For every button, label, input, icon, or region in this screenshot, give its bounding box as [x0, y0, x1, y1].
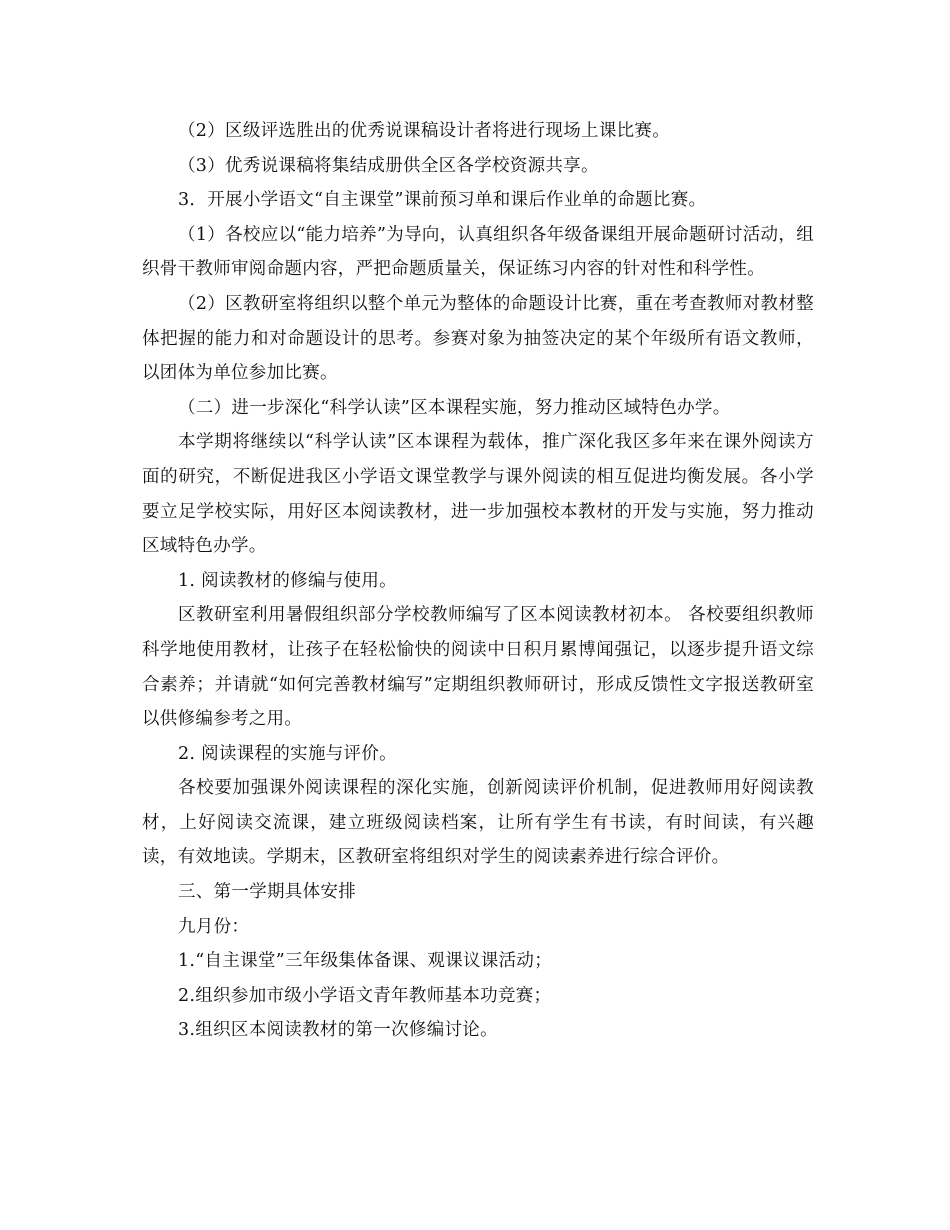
paragraph: （3）优秀说课稿将集结成册供全区各学校资源共享。	[178, 155, 599, 176]
section-heading: 三、第一学期具体安排	[178, 882, 356, 903]
subsection-heading: 1. 阅读教材的修编与使用。	[178, 570, 397, 591]
month-heading: 九月份：	[178, 916, 250, 937]
paragraph: （2）区教研室将组织以整个单元为整体的命题设计比赛，重在考查教师对教材整体把握的能力和对命题设计的思考。参赛对象为抽签决定的某个年级所有语文教师，以团体为单位参加比赛。	[142, 293, 814, 384]
list-item: 2.组织参加市级小学语文青年教师基本功竞赛；	[178, 985, 552, 1006]
section-heading: 3．开展小学语文“自主课堂”课前预习单和课后作业单的命题比赛。	[178, 190, 707, 211]
section-heading: （二）进一步深化“科学认读”区本课程实施，努力推动区域特色办学。	[178, 397, 731, 418]
list-item: 3.组织区本阅读教材的第一次修编讨论。	[178, 1020, 498, 1041]
subsection-heading: 2. 阅读课程的实施与评价。	[178, 743, 397, 764]
paragraph: 各校要加强课外阅读课程的深化实施，创新阅读评价机制，促进教师用好阅读教材，上好阅读交流课，建立班级阅读档案，让所有学生有书读，有时间读，有兴趣读，有效地读。学期末，区教研室将组织对学生的阅读素养进行综合评价。	[142, 778, 814, 868]
document-body	[142, 114, 814, 1048]
list-item: 1.“自主课堂”三年级集体备课、观课议课活动；	[178, 951, 552, 972]
paragraph: （1）各校应以“能力培养”为导向，认真组织各年级备课组开展命题研讨活动，组织骨干教师审阅命题内容，严把命题质量关，保证练习内容的针对性和科学性。	[142, 224, 814, 280]
paragraph: 区教研室利用暑假组织部分学校教师编写了区本阅读教材初本。 各校要组织教师科学地使用教材，让孩子在轻松愉快的阅读中日积月累博闻强记，以逐步提升语文综合素养；并请就“如何完善教材编写”定期组织教师研讨，形成反馈性文字报送教研室以供修编参考之用。	[142, 605, 814, 730]
paragraph: 本学期将继续以“科学认读”区本课程为载体，推广深化我区多年来在课外阅读方面的研究，不断促进我区小学语文课堂教学与课外阅读的相互促进均衡发展。各小学要立足学校实际，用好区本阅读教材，进一步加强校本教材的开发与实施，努力推动区域特色办学。	[142, 432, 814, 557]
paragraph: （2）区级评选胜出的优秀说课稿设计者将进行现场上课比赛。	[178, 121, 671, 141]
